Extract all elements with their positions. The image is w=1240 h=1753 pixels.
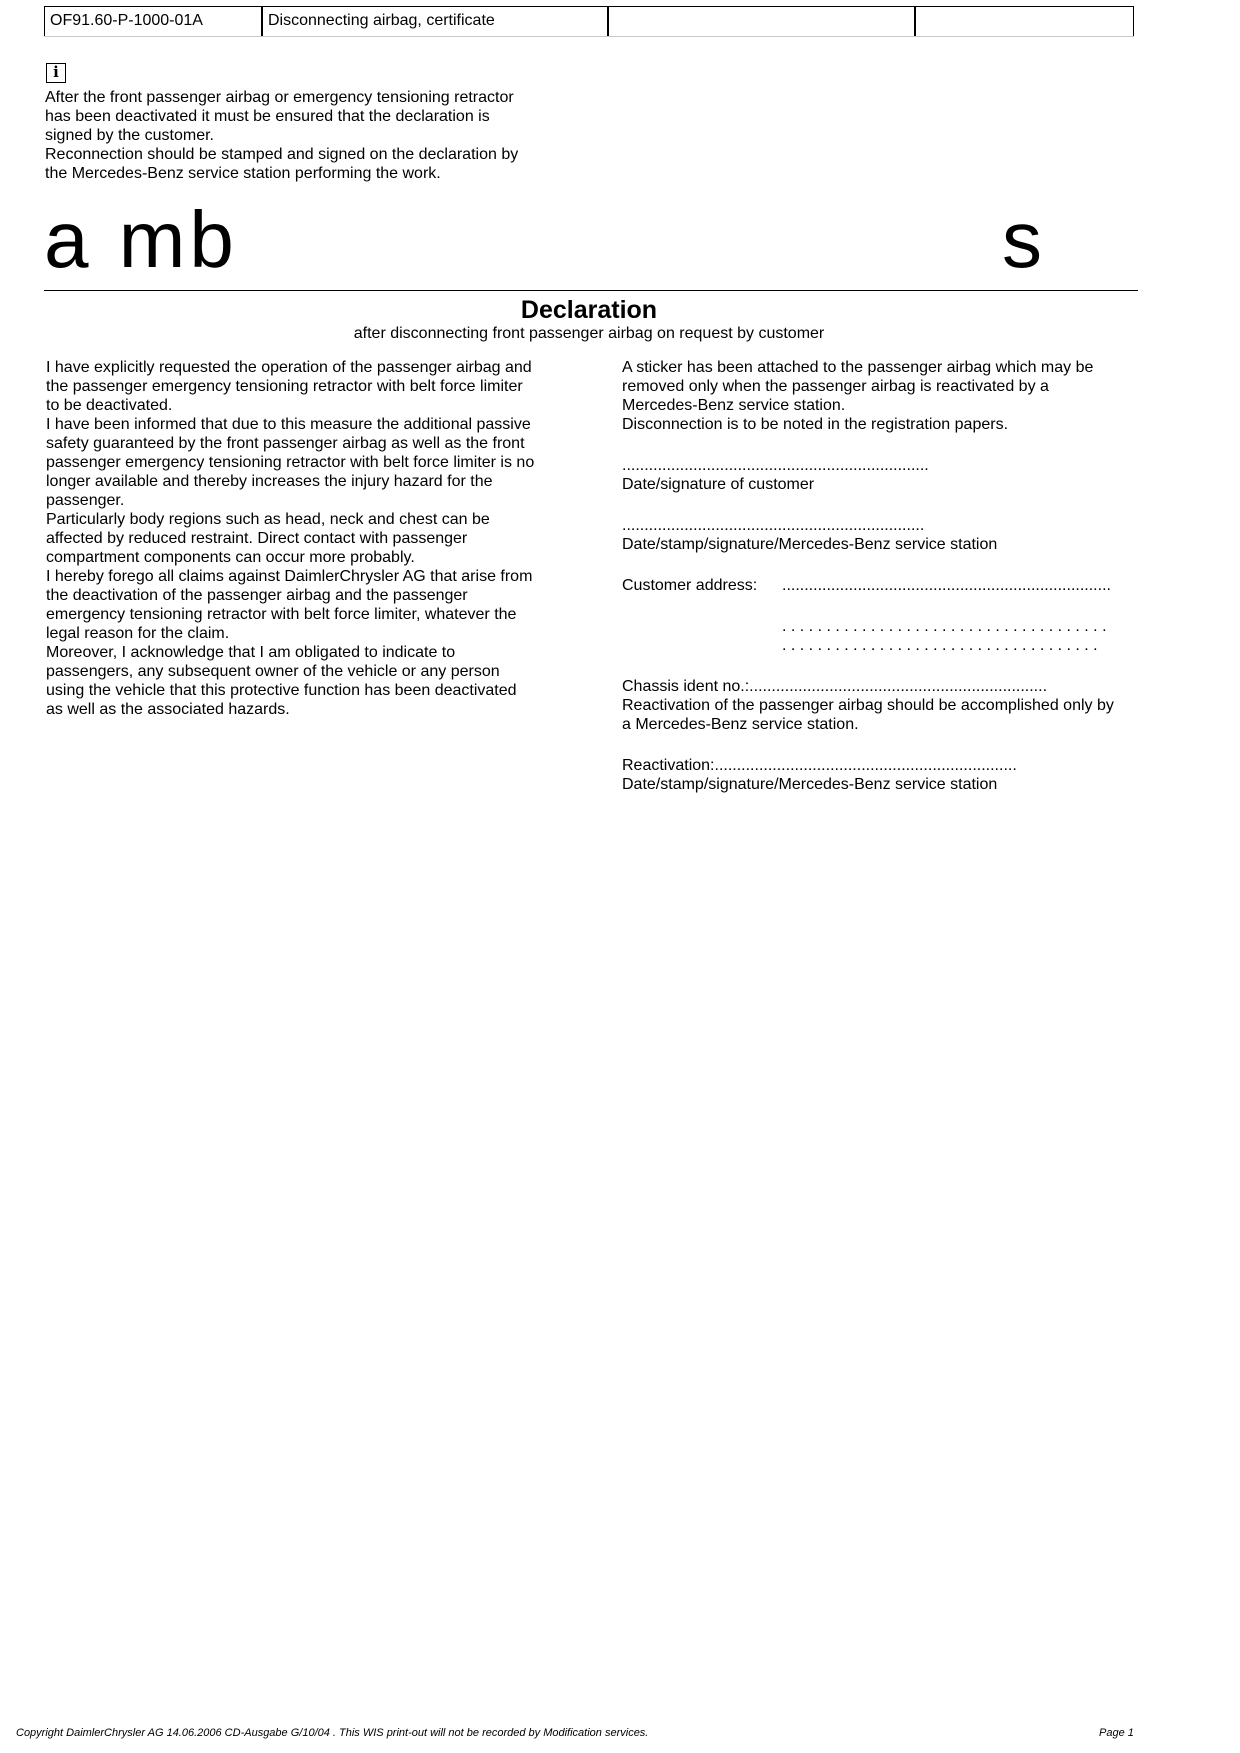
customer-address-label: Customer address:	[622, 577, 758, 594]
info-line: has been deactivated it must be ensured that the declaration is	[45, 108, 490, 125]
customer-address-field-2[interactable]: . . . . . . . . . . . . . . . . . . . . . . . . . . . . . . . . . . . . .	[782, 618, 1107, 635]
left-line: the passenger emergency tensioning retractor with belt force limiter	[46, 378, 523, 395]
doc-title-cell: Disconnecting airbag, certificate	[262, 7, 608, 36]
left-line: I have been informed that due to this measure the additional passive	[46, 416, 531, 433]
left-line: longer available and thereby increases the injury hazard for the	[46, 473, 493, 490]
brand-logo-right: s	[1002, 195, 1046, 284]
left-line: legal reason for the claim.	[46, 625, 230, 642]
left-line: emergency tensioning retractor with belt force limiter, whatever the	[46, 606, 517, 623]
declaration-title: Declaration	[520, 296, 658, 324]
info-line: the Mercedes-Benz service station performing the work.	[45, 165, 441, 182]
footer-copyright: Copyright DaimlerChrysler AG 14.06.2006 CD-Ausgabe G/10/04 . This WIS print-out will not be recorded by Modification services.	[16, 1727, 649, 1739]
sticker-line: A sticker has been attached to the passenger airbag which may be	[622, 359, 1094, 376]
left-line: compartment components can occur more probably.	[46, 549, 415, 566]
brand-logo-left: a mb	[44, 195, 238, 284]
declaration-subtitle: after disconnecting front passenger airbag on request by customer	[353, 325, 825, 342]
left-line: passenger emergency tensioning retractor with belt force limiter is no	[46, 454, 535, 471]
header-empty-cell-2	[915, 7, 1134, 36]
customer-signature-label: Date/signature of customer	[622, 476, 815, 493]
doc-code-cell: OF91.60-P-1000-01A	[44, 7, 262, 36]
left-line: safety guaranteed by the front passenger airbag as well as the front	[46, 435, 525, 452]
left-line: passengers, any subsequent owner of the vehicle or any person	[46, 663, 500, 680]
footer-page-number: Page 1	[1099, 1727, 1134, 1739]
customer-address-field-3[interactable]: . . . . . . . . . . . . . . . . . . . . . . . . . . . . . . . . . . . .	[782, 637, 1098, 654]
reactivation-note-line: a Mercedes-Benz service station.	[622, 716, 859, 733]
sticker-line: Mercedes-Benz service station.	[622, 397, 846, 414]
declaration-right-column	[622, 358, 1142, 794]
left-line: Particularly body regions such as head, neck and chest can be	[46, 511, 490, 528]
divider-rule	[44, 290, 1138, 291]
left-line: passenger.	[46, 492, 125, 509]
chassis-ident-field[interactable]: Chassis ident no.:...................................................................	[622, 678, 1048, 695]
customer-signature-field[interactable]: .....................................................................	[622, 457, 929, 474]
left-line: the deactivation of the passenger airbag and the passenger	[46, 587, 468, 604]
info-line: Reconnection should be stamped and signed on the declaration by	[45, 146, 519, 163]
header-empty-cell-1	[608, 7, 915, 36]
left-line: to be deactivated.	[46, 397, 173, 414]
left-line: I have explicitly requested the operation of the passenger airbag and	[46, 359, 532, 376]
left-line: as well as the associated hazards.	[46, 701, 290, 718]
reactivation-field[interactable]: Reactivation:....................................................................	[622, 757, 1017, 774]
sticker-line: removed only when the passenger airbag is reactivated by a	[622, 378, 1049, 395]
info-line: After the front passenger airbag or emergency tensioning retractor	[45, 89, 514, 106]
info-line: signed by the customer.	[45, 127, 214, 144]
reactivation-note-line: Reactivation of the passenger airbag should be accomplished only by	[622, 697, 1114, 714]
declaration-left-column	[46, 358, 566, 719]
sticker-line: Disconnection is to be noted in the registration papers.	[622, 416, 1009, 433]
left-line: Moreover, I acknowledge that I am obligated to indicate to	[46, 644, 456, 661]
info-note	[45, 88, 565, 183]
left-line: affected by reduced restraint. Direct contact with passenger	[46, 530, 468, 547]
customer-address-row	[622, 576, 1142, 595]
customer-address-field-1[interactable]: ..........................................................................	[782, 577, 1111, 594]
left-line: using the vehicle that this protective function has been deactivated	[46, 682, 517, 699]
station-signature-label: Date/stamp/signature/Mercedes-Benz service station	[622, 536, 998, 553]
station-signature-field[interactable]: ....................................................................	[622, 517, 925, 534]
left-line: I hereby forego all claims against DaimlerChrysler AG that arise from	[46, 568, 533, 585]
info-icon: i	[46, 63, 66, 83]
reactivation-signature-label: Date/stamp/signature/Mercedes-Benz service station	[622, 776, 998, 793]
header-table	[44, 6, 1134, 37]
